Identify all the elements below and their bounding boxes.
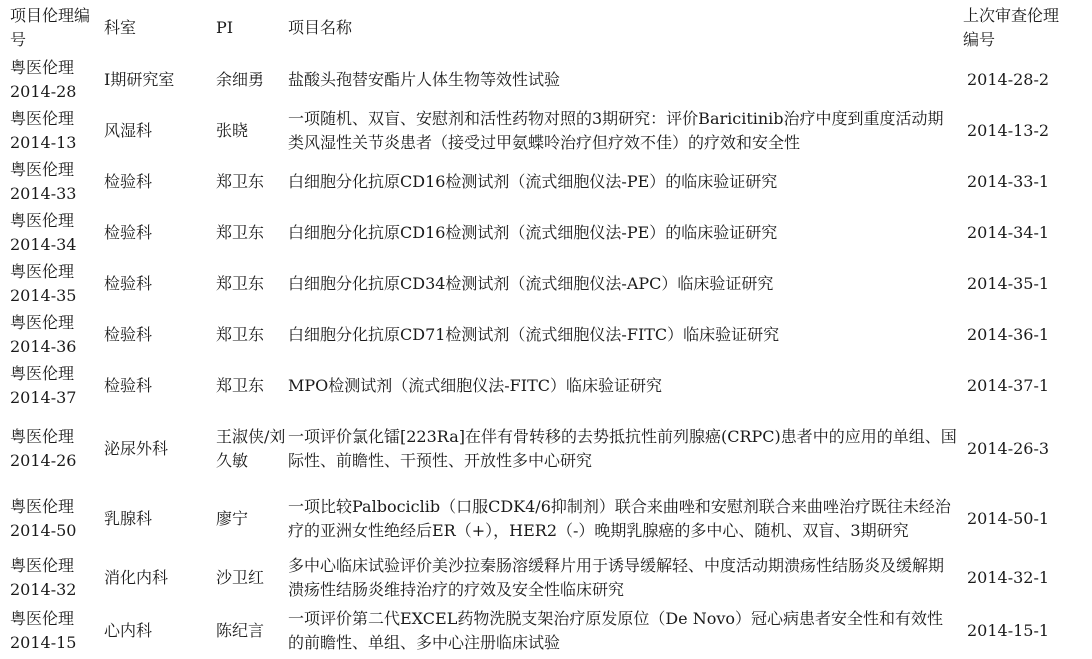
- prev-ethics-no-cell: 2014-15-1: [967, 620, 1050, 640]
- ethics-review-table: [10, 2, 1070, 657]
- project-name-cell: 多中心临床试验评价美沙拉秦肠溶缓释片用于诱导缓解轻、中度活动期溃疡性结肠炎及缓解期溃疡性结肠炎维持治疗的疗效及安全性临床研究: [288, 555, 945, 599]
- department-cell: 乳腺科: [104, 509, 153, 528]
- prev-ethics-no-cell: 2014-28-2: [967, 69, 1050, 89]
- department-cell: 泌尿外科: [104, 439, 169, 458]
- header-project-name: 项目名称: [288, 18, 353, 37]
- table-row: [10, 207, 1070, 258]
- table-row: [10, 258, 1070, 309]
- pi-cell: 廖宁: [216, 509, 249, 528]
- prev-ethics-no-cell: 2014-35-1: [967, 273, 1050, 293]
- department-cell: I期研究室: [104, 69, 175, 89]
- prev-ethics-no-cell: 2014-36-1: [967, 324, 1050, 344]
- project-name-cell: 白细胞分化抗原CD16检测试剂（流式细胞仪法-PE）的临床验证研究: [288, 171, 778, 191]
- table-row: [10, 54, 1070, 105]
- header-prev-ethics-no: 上次审查伦理编号: [963, 6, 1060, 49]
- ethics-no-cell: 粤医伦理2014-13: [10, 108, 77, 152]
- pi-cell: 郑卫东: [216, 375, 265, 395]
- pi-cell: 陈纪言: [216, 620, 265, 640]
- department-cell: 风湿科: [104, 120, 153, 140]
- ethics-no-cell: 粤医伦理2014-34: [10, 210, 77, 254]
- table-body: [10, 54, 1070, 657]
- pi-cell: 张晓: [216, 120, 249, 140]
- department-cell: 检验科: [104, 273, 153, 293]
- table-row: [10, 309, 1070, 360]
- department-cell: 检验科: [104, 375, 153, 395]
- pi-cell: 王淑侠/刘久敏: [216, 427, 286, 470]
- department-cell: 检验科: [104, 222, 153, 242]
- project-name-cell: 白细胞分化抗原CD34检测试剂（流式细胞仪法-APC）临床验证研究: [288, 273, 774, 293]
- ethics-no-cell: 粤医伦理2014-37: [10, 363, 77, 407]
- department-cell: 检验科: [104, 324, 153, 344]
- table-row: [10, 487, 1070, 551]
- header-pi: PI: [216, 18, 234, 37]
- table-row: [10, 604, 1070, 657]
- project-name-cell: 一项比较Palbociclib（口服CDK4/6抑制剂）联合来曲唑和安慰剂联合来曲唑治疗既往未经治疗的亚洲女性绝经后ER（+），HER2（-）晚期乳腺癌的多中心、随机、双盲、3期研究: [288, 497, 951, 540]
- project-name-cell: 一项评价第二代EXCEL药物洗脱支架治疗原发原位（De Novo）冠心病患者安全性和有效性的前瞻性、单组、多中心注册临床试验: [288, 608, 944, 652]
- ethics-no-cell: 粤医伦理2014-36: [10, 312, 77, 356]
- table-row: [10, 411, 1070, 487]
- header-row: [10, 2, 1070, 54]
- ethics-no-cell: 粤医伦理2014-26: [10, 427, 77, 470]
- header-ethics-no: 项目伦理编号: [10, 6, 91, 49]
- ethics-no-cell: 粤医伦理2014-15: [10, 608, 77, 652]
- project-name-cell: MPO检测试剂（流式细胞仪法-FITC）临床验证研究: [288, 375, 663, 395]
- table-row: [10, 156, 1070, 207]
- project-name-cell: 一项评价氯化镭[223Ra]在伴有骨转移的去势抵抗性前列腺癌(CRPC)患者中的应用的单组、国际性、前瞻性、干预性、开放性多中心研究: [288, 427, 957, 470]
- prev-ethics-no-cell: 2014-34-1: [967, 222, 1050, 242]
- table-row: [10, 360, 1070, 411]
- pi-cell: 郑卫东: [216, 324, 265, 344]
- prev-ethics-no-cell: 2014-37-1: [967, 375, 1050, 395]
- table-header: [10, 2, 1070, 54]
- ethics-no-cell: 粤医伦理2014-32: [10, 555, 77, 599]
- table-row: [10, 551, 1070, 604]
- prev-ethics-no-cell: 2014-33-1: [967, 171, 1050, 191]
- header-department: 科室: [104, 18, 137, 37]
- ethics-no-cell: 粤医伦理2014-35: [10, 261, 77, 305]
- pi-cell: 沙卫红: [216, 567, 265, 587]
- pi-cell: 郑卫东: [216, 273, 265, 293]
- project-name-cell: 白细胞分化抗原CD71检测试剂（流式细胞仪法-FITC）临床验证研究: [288, 324, 780, 344]
- department-cell: 检验科: [104, 171, 153, 191]
- prev-ethics-no-cell: 2014-50-1: [967, 509, 1050, 528]
- table-row: [10, 105, 1070, 156]
- prev-ethics-no-cell: 2014-13-2: [967, 120, 1050, 140]
- ethics-no-cell: 粤医伦理2014-33: [10, 159, 77, 203]
- prev-ethics-no-cell: 2014-26-3: [967, 439, 1050, 458]
- pi-cell: 郑卫东: [216, 222, 265, 242]
- project-name-cell: 白细胞分化抗原CD16检测试剂（流式细胞仪法-PE）的临床验证研究: [288, 222, 778, 242]
- project-name-cell: 盐酸头孢替安酯片人体生物等效性试验: [288, 69, 561, 89]
- department-cell: 消化内科: [104, 567, 169, 587]
- project-name-cell: 一项随机、双盲、安慰剂和活性药物对照的3期研究：评价Baricitinib治疗中度到重度活动期类风湿性关节炎患者（接受过甲氨蝶呤治疗但疗效不佳）的疗效和安全性: [288, 108, 944, 152]
- ethics-no-cell: 粤医伦理2014-50: [10, 497, 77, 540]
- pi-cell: 郑卫东: [216, 171, 265, 191]
- department-cell: 心内科: [104, 620, 153, 640]
- pi-cell: 余细勇: [216, 69, 265, 89]
- ethics-no-cell: 粤医伦理2014-28: [10, 57, 77, 101]
- prev-ethics-no-cell: 2014-32-1: [967, 567, 1050, 587]
